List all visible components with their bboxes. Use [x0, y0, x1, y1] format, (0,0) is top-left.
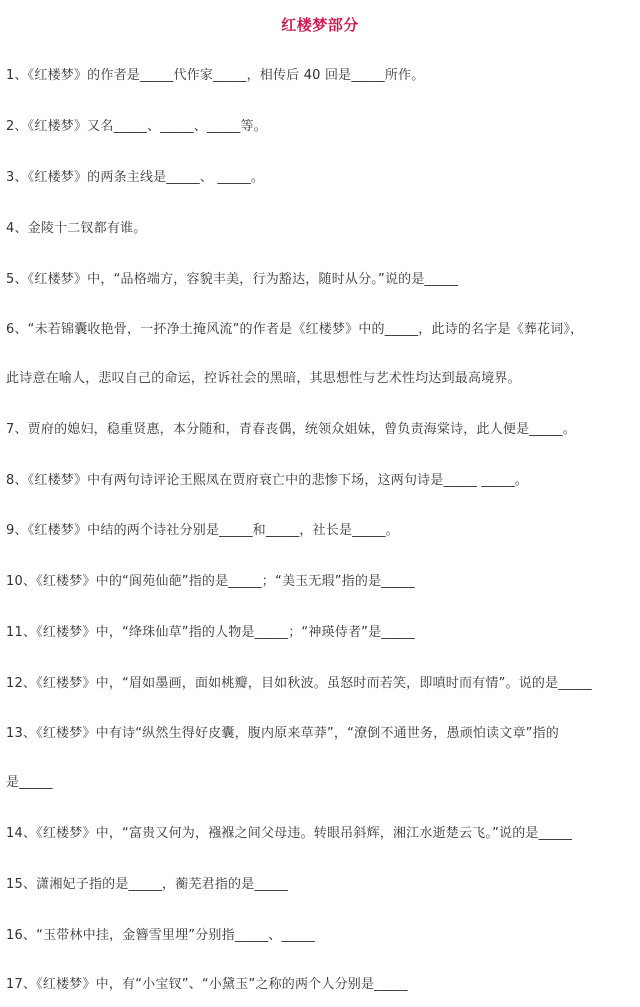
question-17: 17、《红楼梦》中，有“小宝钗”、“小黛玉”之称的两个人分别是_____: [6, 977, 408, 992]
question-15: 15、潇湘妃子指的是_____，蘅芜君指的是_____: [6, 877, 288, 892]
question-7: 7、贾府的媳妇，稳重贤惠，本分随和，青春丧偶，统领众姐妹，曾负责海棠诗，此人便是_____。: [6, 422, 576, 437]
question-10: 10、《红楼梦》中的“阆苑仙葩”指的是_____；“美玉无瑕”指的是_____: [6, 574, 415, 589]
question-5: 5、《红楼梦》中，“品格端方，容貌丰美，行为豁达，随时从分。”说的是_____: [6, 272, 459, 287]
question-14: 14、《红楼梦》中，“富贵又何为，襁褓之间父母违。转眼吊斜辉，湘江水逝楚云飞。”说的是_____: [6, 826, 573, 841]
question-11: 11、《红楼梦》中，“绛珠仙草”指的人物是_____；“神瑛侍者”是_____: [6, 625, 415, 640]
question-4: 4、金陵十二钗都有谁。: [6, 221, 147, 236]
question-6-line-2: 此诗意在喻人，悲叹自己的命运，控诉社会的黑暗，其思想性与艺术性均达到最高境界。: [6, 371, 521, 386]
page-title: 红楼梦部分: [281, 16, 359, 34]
question-16: 16、“玉带林中挂，金簪雪里埋”分别指_____、_____: [6, 928, 316, 943]
question-3: 3、《红楼梦》的两条主线是_____、 _____。: [6, 170, 265, 185]
question-6-line-1: 6、“未若锦囊收艳骨，一抔净土掩风流”的作者是《红楼梦》中的_____，此诗的名字是《葬花词》，: [6, 322, 584, 337]
question-12: 12、《红楼梦》中，“眉如墨画，面如桃瓣，目如秋波。虽怒时而若笑，即嗔时而有情”。说的是_____: [6, 676, 592, 691]
question-13-line-2: 是_____: [6, 775, 53, 790]
question-1: 1、《红楼梦》的作者是_____代作家_____，相传后 40 回是_____所作。: [6, 68, 425, 83]
question-8: 8、《红楼梦》中有两句诗评论王熙凤在贾府衰亡中的悲惨下场，这两句诗是_____ _____。: [6, 473, 529, 488]
question-9: 9、《红楼梦》中结的两个诗社分别是_____和_____，社长是_____。: [6, 523, 399, 538]
question-13-line-1: 13、《红楼梦》中有诗“纵然生得好皮囊，腹内原来草莽”，“潦倒不通世务，愚顽怕读文章”指的: [6, 726, 559, 741]
question-2: 2、《红楼梦》又名_____、_____、_____等。: [6, 119, 267, 134]
